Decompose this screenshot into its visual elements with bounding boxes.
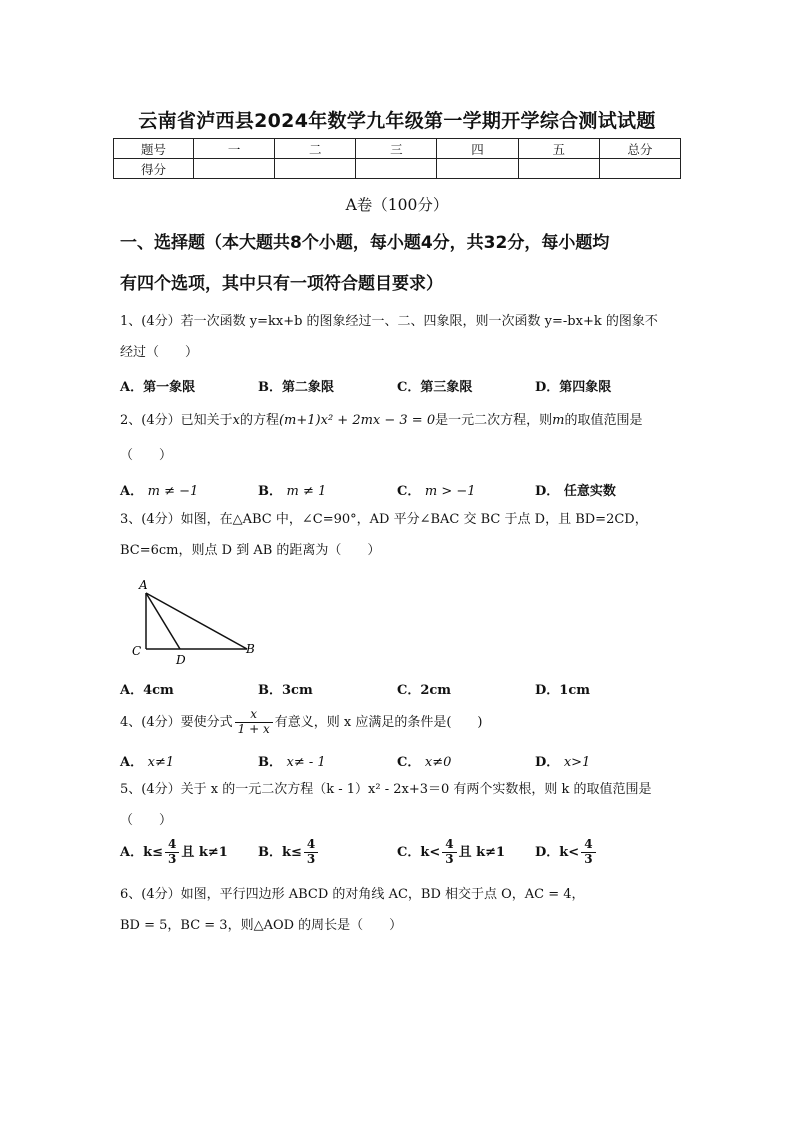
frac-numerator: 4 <box>304 838 318 853</box>
q5-option-a-post: 且 k≠1 <box>181 844 228 860</box>
q2-var-m: m <box>552 413 565 428</box>
score-input-cell[interactable] <box>194 159 275 179</box>
q5-option-c[interactable] <box>397 838 505 867</box>
q4-option-b-letter: B． <box>258 755 282 770</box>
q2-option-a-math: m ≠ −1 <box>147 484 199 499</box>
frac-denominator: 3 <box>445 851 454 866</box>
q5-option-b[interactable] <box>258 838 320 867</box>
q4-fraction <box>235 708 273 737</box>
q5-text: 5、(4分）关于 x 的一元二次方程（k - 1）x² - 2x+3＝0 有两个实数根，则 k 的取值范围是 <box>120 782 652 797</box>
q5-option-a-fraction <box>165 838 179 867</box>
q3-text: 3、(4分）如图，在△ABC 中，∠C=90°，AD 平分∠BAC 交 BC 于点 D，且 BD=2CD， <box>120 512 648 527</box>
q4-fraction-denominator: 1 + x <box>237 722 270 736</box>
q1-text: 1、(4分）若一次函数 y=kx+b 的图象经过一、二、四象限，则一次函数 y=-bx+k 的图象不 <box>120 314 658 329</box>
q3-text-cont: BC=6cm，则点 D 到 AB 的距离为（ ） <box>120 543 381 558</box>
q4-text <box>120 704 686 742</box>
frac-denominator: 3 <box>584 851 593 866</box>
q4-option-a-letter: A． <box>120 755 144 770</box>
q2-option-d-letter: D． <box>535 484 560 499</box>
q5-option-c-letter: C． <box>397 844 421 860</box>
q5-option-d-letter: D． <box>535 844 560 860</box>
score-table-cell: 四 <box>437 139 518 159</box>
q2-option-c-math: m > −1 <box>424 484 476 499</box>
q2-option-c[interactable] <box>397 480 476 499</box>
q6-text: 6、(4分）如图，平行四边形 ABCD 的对角线 AC，BD 相交于点 O，AC = 4， <box>120 887 585 902</box>
q4-option-c[interactable] <box>397 751 451 770</box>
exam-title: 云南省泸西县2024年数学九年级第一学期开学综合测试试题 <box>138 110 656 132</box>
frac-numerator: 4 <box>442 838 456 853</box>
section-title-line2: 有四个选项，其中只有一项符合题目要求） <box>120 274 443 294</box>
q3-option-a[interactable]: A．4cm <box>120 683 174 698</box>
q4-option-b[interactable] <box>258 751 326 770</box>
q1-option-c[interactable]: C．第三象限 <box>397 380 473 395</box>
q4-fraction-numerator: x <box>235 708 273 723</box>
q4-option-d[interactable] <box>535 751 590 770</box>
frac-numerator: 4 <box>581 838 595 853</box>
q3-option-d[interactable]: D．1cm <box>535 683 590 698</box>
q5-option-a-pre: k≤ <box>143 844 163 860</box>
q4-option-a-math: x≠1 <box>147 755 175 770</box>
q4-option-c-letter: C． <box>397 755 421 770</box>
q2-option-b-letter: B． <box>258 484 282 499</box>
label-b: B <box>246 642 255 656</box>
q5-option-b-pre: k≤ <box>282 844 302 860</box>
score-input-cell[interactable] <box>356 159 437 179</box>
q2-text-mid2: 是一元二次方程，则 <box>435 413 553 428</box>
q1-option-a[interactable]: A．第一象限 <box>120 380 196 395</box>
frac-numerator: 4 <box>165 838 179 853</box>
q5-option-b-fraction <box>304 838 318 867</box>
score-table-cell: 总分 <box>599 139 680 159</box>
label-a: A <box>139 578 148 592</box>
q2-option-c-letter: C． <box>397 484 421 499</box>
score-table-header-row <box>114 139 681 159</box>
q5-option-c-fraction <box>442 838 456 867</box>
q4-text-pre: 4、(4分）要使分式 <box>120 715 233 730</box>
label-d: D <box>176 653 186 667</box>
score-input-cell[interactable] <box>599 159 680 179</box>
q2-text <box>120 405 686 437</box>
q4-option-a[interactable] <box>120 751 174 770</box>
frac-denominator: 3 <box>168 851 177 866</box>
label-c: C <box>132 644 142 658</box>
bisector-ad <box>146 593 180 649</box>
q2-var-x: x <box>232 413 240 428</box>
score-table-cell: 五 <box>518 139 599 159</box>
score-table <box>113 138 681 179</box>
score-table-cell: 三 <box>356 139 437 159</box>
frac-denominator: 3 <box>306 851 316 866</box>
q4-option-c-math: x≠0 <box>424 755 452 770</box>
score-table-score-row <box>114 159 681 179</box>
q4-text-post: 有意义，则 x 应满足的条件是( ) <box>274 715 483 730</box>
q4-option-d-math: x>1 <box>563 755 591 770</box>
q3-option-b[interactable]: B．3cm <box>258 683 313 698</box>
q2-text-mid1: 的方程 <box>239 413 279 428</box>
q2-option-d[interactable] <box>535 480 616 499</box>
section-title-line1: 一、选择题（本大题共8个小题，每小题4分，共32分，每小题均 <box>120 233 610 253</box>
q1-text-cont: 经过（ ） <box>120 345 199 360</box>
q2-option-a-letter: A． <box>120 484 144 499</box>
q5-option-b-letter: B． <box>258 844 282 860</box>
q1-option-b[interactable]: B．第二象限 <box>258 380 334 395</box>
q5-option-d-fraction <box>581 838 595 867</box>
q5-option-d[interactable] <box>535 838 598 867</box>
q4-option-b-math: x≠ - 1 <box>286 755 326 770</box>
score-row-label: 得分 <box>114 159 194 179</box>
score-input-cell[interactable] <box>518 159 599 179</box>
q2-equation: (m+1)x² + 2mx − 3 = 0 <box>278 413 436 428</box>
q5-option-d-pre: k< <box>559 844 580 860</box>
q5-text-cont: （ ） <box>120 813 173 828</box>
score-table-cell: 题号 <box>114 139 194 159</box>
q3-triangle-figure <box>125 575 265 670</box>
q2-text-pre: 2、(4分）已知关于 <box>120 413 233 428</box>
q6-text-cont: BD = 5，BC = 3，则△AOD 的周长是（ ） <box>120 918 403 933</box>
q4-option-d-letter: D． <box>535 755 560 770</box>
score-input-cell[interactable] <box>275 159 356 179</box>
score-input-cell[interactable] <box>437 159 518 179</box>
part-title: A卷（100分） <box>345 196 449 214</box>
q2-option-a[interactable] <box>120 480 198 499</box>
q3-option-c[interactable]: C．2cm <box>397 683 452 698</box>
q1-option-d[interactable]: D．第四象限 <box>535 380 612 395</box>
q5-option-a[interactable] <box>120 838 228 867</box>
q5-option-a-letter: A． <box>120 844 144 860</box>
q2-option-b-math: m ≠ 1 <box>286 484 327 499</box>
score-table-cell: 二 <box>275 139 356 159</box>
q2-option-d-math: 任意实数 <box>563 484 616 499</box>
q2-option-b[interactable] <box>258 480 326 499</box>
q5-option-c-pre: k< <box>420 844 441 860</box>
score-table-cell: 一 <box>194 139 275 159</box>
q2-text-post: 的取值范围是 <box>564 413 643 428</box>
q5-option-c-post: 且 k≠1 <box>458 844 506 860</box>
side-ab <box>146 593 247 649</box>
q2-text-cont: （ ） <box>120 448 173 463</box>
